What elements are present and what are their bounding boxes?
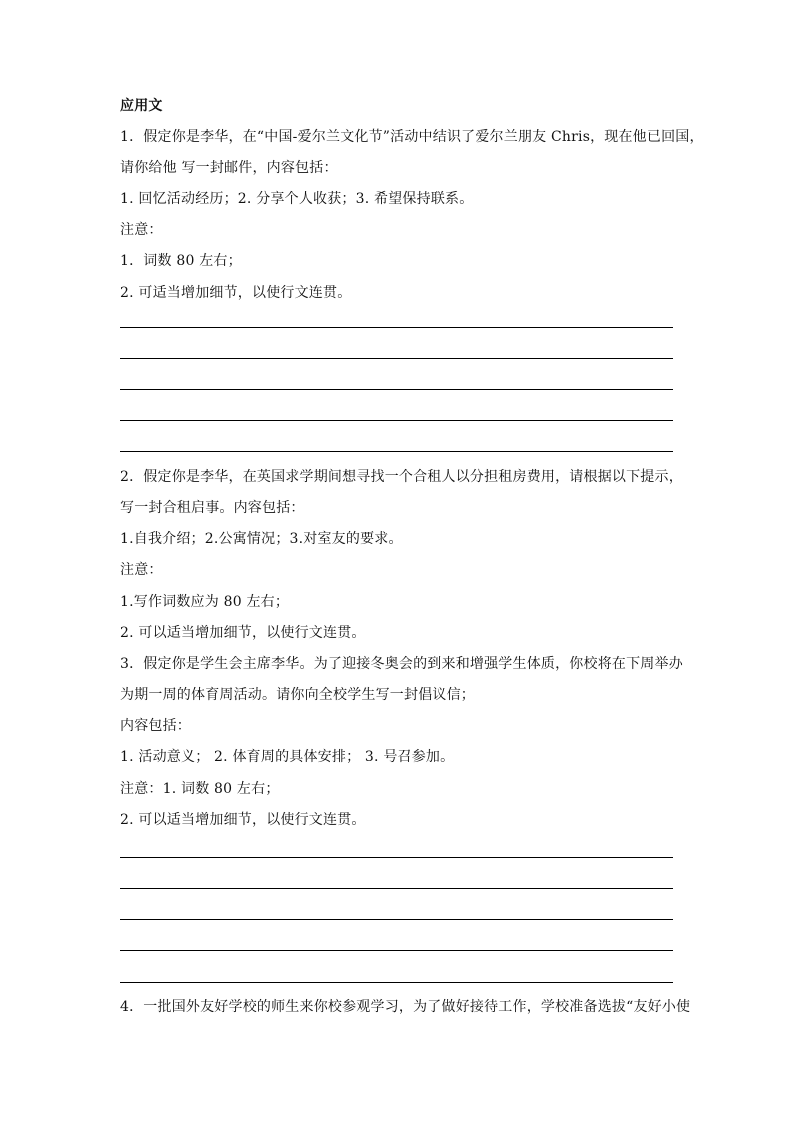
q4-prompt-line1: 4．一批国外友好学校的师生来你校参观学习，为了做好接待工作，学校准备选拔“友好小使 <box>120 999 691 1015</box>
q1-content-points: 1. 回忆活动经历；2. 分享个人收获；3. 希望保持联系。 <box>120 191 474 207</box>
q3-note-word-count: 注意：1. 词数 80 左右； <box>120 781 280 797</box>
answer-line <box>120 950 673 951</box>
q3-content-label: 内容包括： <box>120 718 191 734</box>
q2-note-details: 2. 可以适当增加细节，以使行文连贯。 <box>120 625 366 641</box>
answer-line <box>120 358 673 359</box>
answer-line <box>120 982 673 983</box>
q3-prompt-line2: 为期一周的体育周活动。请你向全校学生写一封倡议信； <box>120 687 475 703</box>
q3-prompt-line1: 3．假定你是学生会主席李华。为了迎接冬奥会的到来和增强学生体质，你校将在下周举办 <box>120 656 683 672</box>
section-heading: 应用文 <box>120 98 163 114</box>
q1-note-details: 2. 可适当增加细节，以使行文连贯。 <box>120 285 352 301</box>
q2-prompt-line2: 写一封合租启事。内容包括： <box>120 500 305 516</box>
answer-line <box>120 919 673 920</box>
answer-line <box>120 389 673 390</box>
q3-note-details: 2. 可以适当增加细节，以使行文连贯。 <box>120 812 366 828</box>
q1-note-word-count: 1．词数 80 左右； <box>120 253 242 269</box>
q1-prompt-line1: 1．假定你是李华，在“中国-爱尔兰文化节”活动中结识了爱尔兰朋友 Chris，现在他已回国， <box>120 129 704 145</box>
q1-prompt-line2: 请你给他 写一封邮件，内容包括： <box>120 160 338 176</box>
q2-note-label: 注意： <box>120 562 163 578</box>
q2-prompt-line1: 2．假定你是李华，在英国求学期间想寻找一个合租人以分担租房费用，请根据以下提示， <box>120 469 683 485</box>
answer-line <box>120 888 673 889</box>
q2-note-word-count: 1.写作词数应为 80 左右； <box>120 594 290 610</box>
q2-content-points: 1.自我介绍；2.公寓情况；3.对室友的要求。 <box>120 531 403 547</box>
q3-content-points: 1. 活动意义； 2. 体育周的具体安排； 3. 号召参加。 <box>120 749 455 765</box>
q1-note-label: 注意： <box>120 222 163 238</box>
answer-line <box>120 327 673 328</box>
answer-line <box>120 451 673 452</box>
answer-line <box>120 857 673 858</box>
answer-line <box>120 420 673 421</box>
